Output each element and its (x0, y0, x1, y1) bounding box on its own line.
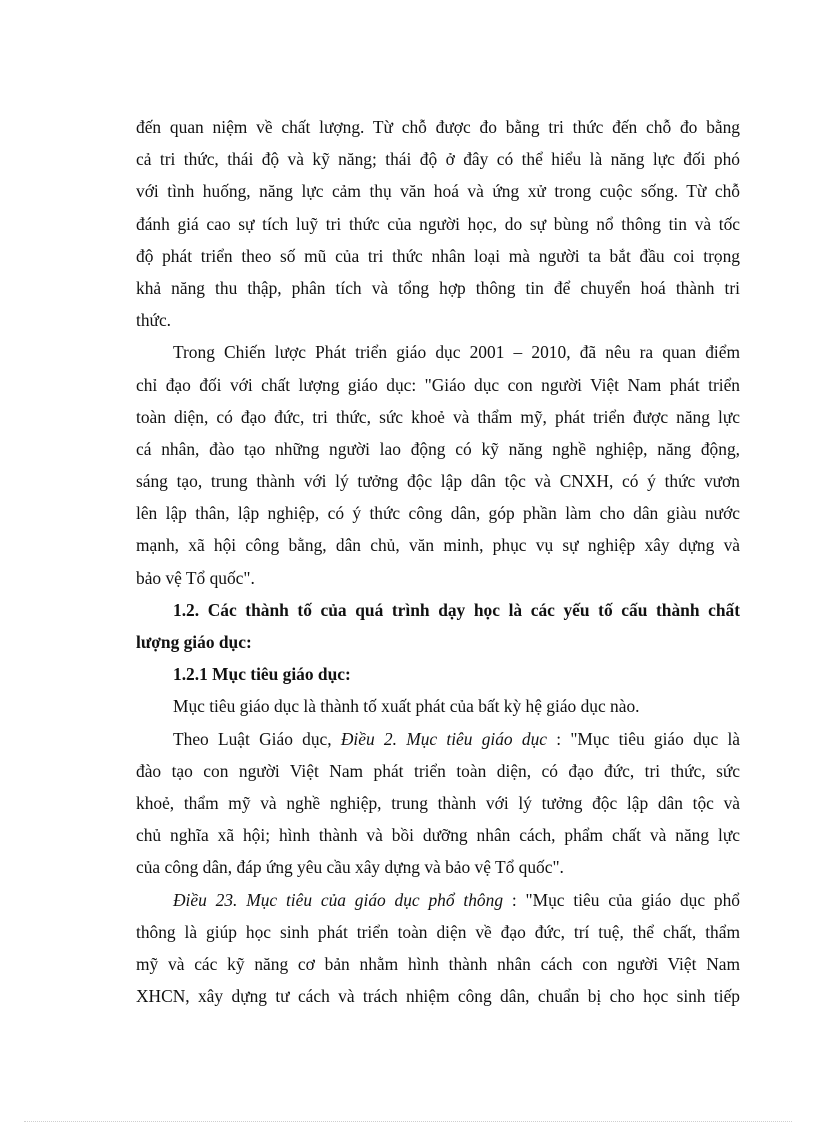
paragraph-line (136, 240, 740, 272)
text-run: khả năng thu thập, phân tích và tổng hợp thông tin để chuyển hoá thành tri (136, 277, 740, 298)
paragraph-line (136, 851, 740, 883)
paragraph-line (136, 369, 740, 401)
paragraph-line (136, 175, 740, 207)
text-run: : "Mục tiêu giáo dục là (547, 728, 740, 749)
text-run: XHCN, xây dựng tư cách và trách nhiệm công dân, chuẩn bị cho học sinh tiếp (136, 986, 740, 1007)
italic-citation: Điều 23. Mục tiêu của giáo dục phổ thông (173, 889, 504, 910)
paragraph-line (136, 529, 740, 561)
paragraph-line (136, 208, 740, 240)
paragraph-line (136, 690, 740, 722)
section-heading (136, 626, 740, 658)
paragraph-line (136, 755, 740, 787)
paragraph-line (136, 111, 740, 143)
paragraph-line (136, 465, 740, 497)
text-run: mạnh, xã hội công bằng, dân chủ, văn minh, phục vụ sự nghiệp xây dựng và (136, 535, 740, 556)
text-run: chủ nghĩa xã hội; hình thành và bồi dưỡng nhân cách, phẩm chất và năng lực (136, 825, 740, 846)
text-run: Mục tiêu giáo dục là thành tố xuất phát của bất kỳ hệ giáo dục nào. (173, 696, 640, 717)
paragraph-line (136, 787, 740, 819)
text-run: bảo vệ Tổ quốc". (136, 567, 255, 588)
text-run: thức. (136, 310, 172, 331)
document-body (136, 111, 740, 1012)
paragraph-line (136, 819, 740, 851)
heading-text: 1.2.1 Mục tiêu giáo dục: (173, 664, 351, 685)
paragraph-line (136, 497, 740, 529)
text-run: cá nhân, đào tạo những người lao động có kỹ năng nghề nghiệp, năng động, (136, 438, 740, 459)
subsection-heading (136, 658, 740, 690)
text-run: toàn diện, có đạo đức, tri thức, sức khoẻ và thẩm mỹ, phát triển được năng lực (136, 406, 740, 427)
text-run: đến quan niệm về chất lượng. Từ chỗ được đo bằng tri thức đến chỗ đo bằng (136, 117, 740, 137)
text-run: với tình huống, năng lực cảm thụ văn hoá và ứng xử trong cuộc sống. Từ chỗ (136, 181, 740, 202)
text-run: đánh giá cao sự tích luỹ tri thức của người học, do sự bùng nổ thông tin và tốc (136, 213, 740, 234)
paragraph-line (136, 433, 740, 465)
heading-text: lượng giáo dục: (136, 632, 252, 652)
text-run: độ phát triển theo số mũ của tri thức nhân loại mà người ta bắt đầu coi trọng (136, 245, 740, 266)
page-bottom-rule (24, 1121, 792, 1122)
paragraph-line (136, 336, 740, 368)
paragraph-line (136, 948, 740, 980)
text-run: khoẻ, thẩm mỹ và nghề nghiệp, trung thành với lý tưởng độc lập dân tộc và (136, 792, 740, 813)
section-heading (136, 594, 740, 626)
text-run: đào tạo con người Việt Nam phát triển toàn diện, có đạo đức, tri thức, sức (136, 760, 740, 781)
paragraph-line (136, 980, 740, 1012)
text-run: : "Mục tiêu của giáo dục phổ (503, 889, 740, 910)
paragraph-line (136, 562, 740, 594)
heading-text: 1.2. Các thành tố của quá trình dạy học là các yếu tố cấu thành chất (173, 599, 740, 620)
text-run: Theo Luật Giáo dục, (173, 728, 341, 749)
paragraph-line (136, 723, 740, 755)
text-run: chỉ đạo đối với chất lượng giáo dục: "Giáo dục con người Việt Nam phát triển (136, 374, 740, 395)
paragraph-line (136, 401, 740, 433)
text-run: lên lập thân, lập nghiệp, có ý thức công dân, góp phần làm cho dân giàu nước (136, 503, 740, 524)
text-run: thông là giúp học sinh phát triển toàn diện về đạo đức, trí tuệ, thể chất, thẩm (136, 921, 740, 942)
paragraph-line (136, 143, 740, 175)
text-run: sáng tạo, trung thành với lý tưởng độc lập dân tộc và CNXH, có ý thức vươn (136, 471, 740, 492)
italic-citation: Điều 2. Mục tiêu giáo dục (340, 728, 547, 749)
text-run: Trong Chiến lược Phát triển giáo dục 2001 – 2010, đã nêu ra quan điểm (173, 342, 740, 363)
paragraph-line (136, 916, 740, 948)
paragraph-line (136, 884, 740, 916)
text-run: cả tri thức, thái độ và kỹ năng; thái độ ở đây có thể hiểu là năng lực đối phó (136, 149, 740, 170)
text-run: mỹ và các kỹ năng cơ bản nhằm hình thành nhân cách con người Việt Nam (136, 953, 740, 974)
text-run: của công dân, đáp ứng yêu cầu xây dựng và bảo vệ Tổ quốc". (136, 857, 564, 878)
paragraph-line (136, 272, 740, 304)
paragraph-line (136, 304, 740, 336)
